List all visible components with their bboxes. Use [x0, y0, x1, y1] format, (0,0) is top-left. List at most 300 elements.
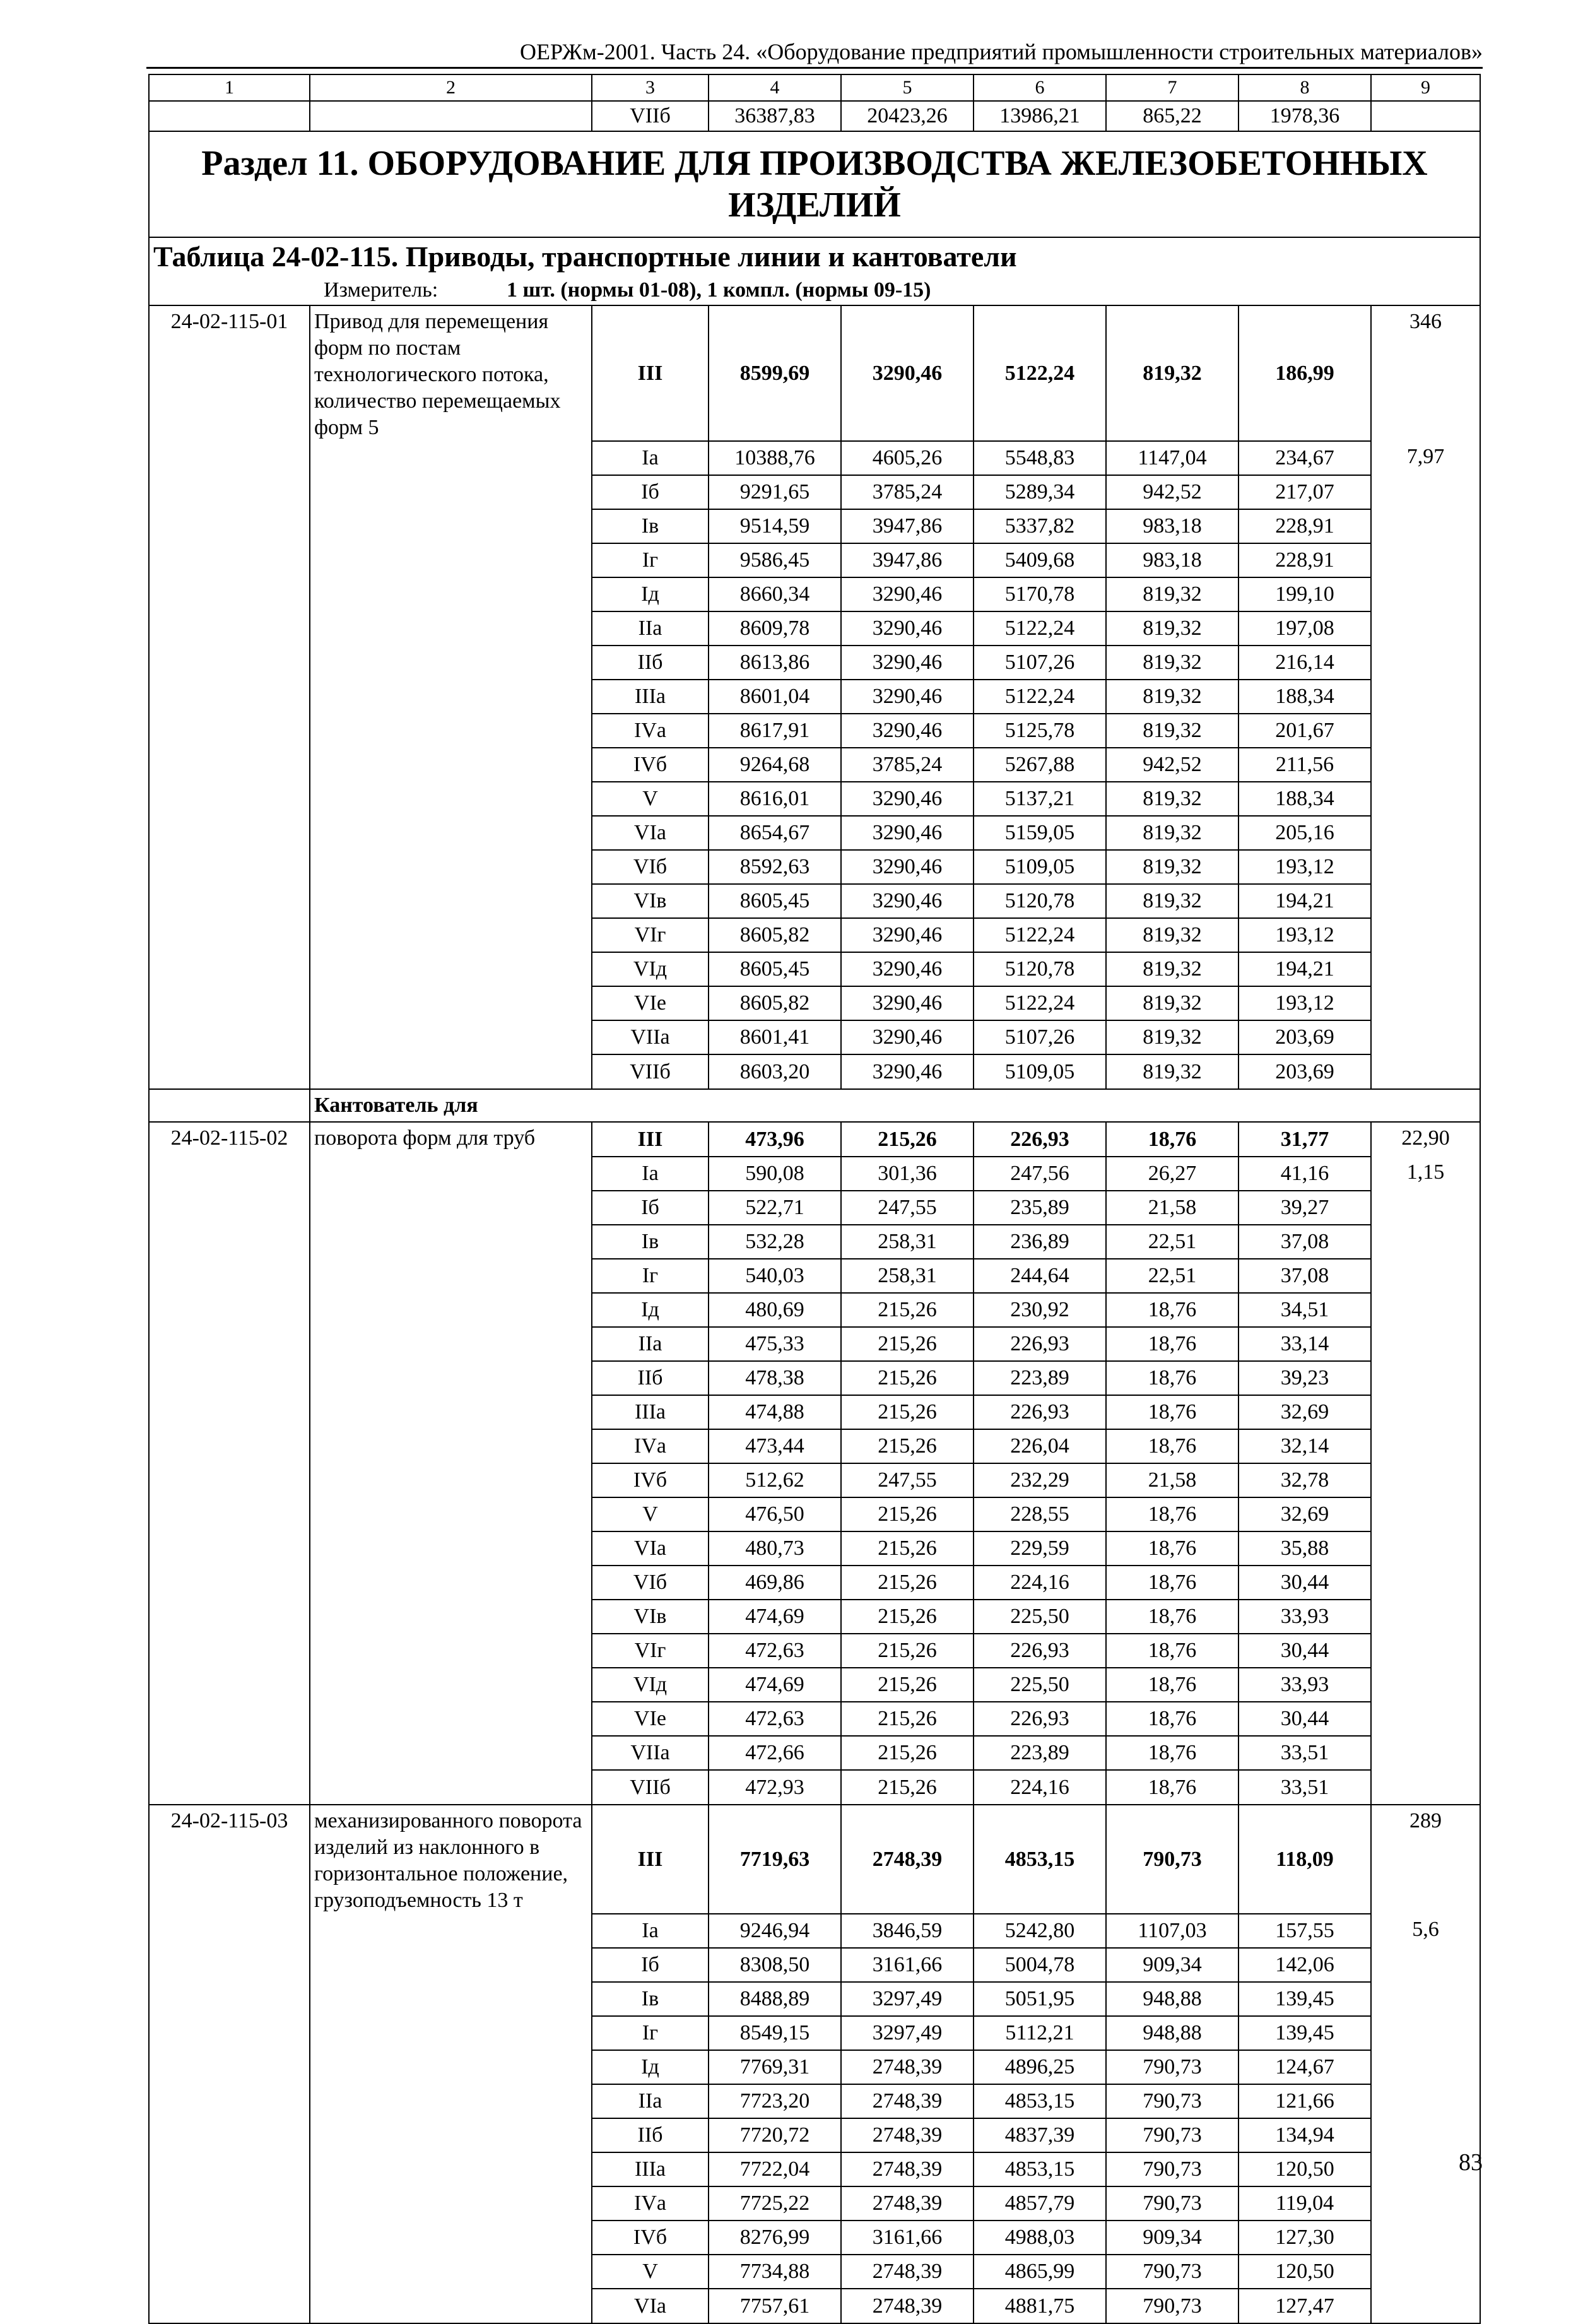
zone-cell: Iв: [592, 509, 709, 543]
table-row: [149, 1982, 1480, 2016]
empty-cell: [1371, 1020, 1480, 1054]
zone-cell: IIIа: [592, 680, 709, 714]
group-label-row: [149, 1089, 1480, 1122]
value-cell: 21,58: [1106, 1191, 1239, 1225]
value-cell: 790,73: [1106, 2118, 1239, 2152]
empty-cell: [1371, 714, 1480, 748]
zone-cell: Iд: [592, 2050, 709, 2084]
empty-cell: [1371, 611, 1480, 646]
empty-cell: [1371, 2118, 1480, 2152]
value-cell: 34,51: [1239, 1293, 1371, 1327]
norm-code: 24-02-115-03: [149, 1805, 310, 1914]
value-cell: 18,76: [1106, 1429, 1239, 1463]
empty-cell: [149, 2016, 310, 2050]
value-cell: 228,55: [974, 1497, 1106, 1531]
value-cell: 3290,46: [841, 611, 974, 646]
empty-cell: [149, 1531, 310, 1566]
column-number: 6: [974, 74, 1106, 101]
empty-cell: [310, 1600, 592, 1634]
empty-cell: [1371, 1054, 1480, 1089]
value-cell: 819,32: [1106, 986, 1239, 1020]
empty-cell: [1371, 1327, 1480, 1361]
empty-cell: [1371, 1463, 1480, 1497]
zone-cell: VIв: [592, 884, 709, 918]
zone-cell: IIа: [592, 611, 709, 646]
norm-description: поворота форм для труб: [310, 1122, 592, 1157]
zone-cell: VIд: [592, 952, 709, 986]
value-cell: 2748,39: [841, 2289, 974, 2323]
value-cell: 224,16: [974, 1770, 1106, 1805]
empty-cell: [310, 816, 592, 850]
value-cell: 226,93: [974, 1395, 1106, 1429]
empty-cell: [310, 1361, 592, 1395]
value-cell: 5242,80: [974, 1914, 1106, 1948]
table-row: [149, 1770, 1480, 1805]
zone-cell: III: [592, 1122, 709, 1157]
empty-cell: [149, 680, 310, 714]
zone-cell: Iв: [592, 1982, 709, 2016]
value-cell: 193,12: [1239, 986, 1371, 1020]
value-cell: 8601,41: [709, 1020, 841, 1054]
value-cell: 36387,83: [709, 101, 841, 131]
value-cell: 193,12: [1239, 850, 1371, 884]
measure-label: Измеритель:: [324, 278, 438, 302]
value-cell: 142,06: [1239, 1948, 1371, 1982]
value-cell: 39,23: [1239, 1361, 1371, 1395]
empty-cell: [310, 1054, 592, 1089]
table-row: [149, 2186, 1480, 2221]
empty-cell: [310, 2050, 592, 2084]
value-cell: 540,03: [709, 1259, 841, 1293]
value-cell: 7734,88: [709, 2255, 841, 2289]
empty-cell: [1371, 1668, 1480, 1702]
empty-cell: [310, 2118, 592, 2152]
value-cell: 18,76: [1106, 1395, 1239, 1429]
table-title: Таблица 24-02-115. Приводы, транспортные линии и кантователи: [149, 237, 1480, 276]
empty-cell: [149, 850, 310, 884]
value-cell: 819,32: [1106, 577, 1239, 611]
zone-cell: III: [592, 305, 709, 441]
page-header: ОЕРЖм-2001. Часть 24. «Оборудование предприятий промышленности строительных материалов»: [519, 39, 1483, 64]
value-cell: 5122,24: [974, 918, 1106, 952]
value-cell: 819,32: [1106, 918, 1239, 952]
value-cell: 215,26: [841, 1668, 974, 1702]
value-cell: 21,58: [1106, 1463, 1239, 1497]
empty-cell: [310, 986, 592, 1020]
value-cell: 229,59: [974, 1531, 1106, 1566]
value-cell: 31,77: [1239, 1122, 1371, 1157]
empty-cell: [149, 782, 310, 816]
table-row: [149, 577, 1480, 611]
value-cell: 790,73: [1106, 1805, 1239, 1914]
empty-cell: [149, 475, 310, 509]
value-cell: 9586,45: [709, 543, 841, 577]
value-cell: 33,51: [1239, 1736, 1371, 1770]
empty-cell: [149, 543, 310, 577]
value-cell: 3290,46: [841, 884, 974, 918]
value-cell: 8617,91: [709, 714, 841, 748]
value-cell: 215,26: [841, 1122, 974, 1157]
table-row: [149, 884, 1480, 918]
zone-cell: VIе: [592, 986, 709, 1020]
value-cell: 472,66: [709, 1736, 841, 1770]
empty-cell: [149, 1982, 310, 2016]
value-cell: 5120,78: [974, 952, 1106, 986]
table-row: [149, 441, 1480, 475]
value-cell: 215,26: [841, 1429, 974, 1463]
value-cell: 225,50: [974, 1668, 1106, 1702]
value-cell: 4865,99: [974, 2255, 1106, 2289]
value-cell: 8308,50: [709, 1948, 841, 1982]
zone-cell: Iг: [592, 1259, 709, 1293]
value-cell: 4605,26: [841, 441, 974, 475]
empty-cell: [310, 1429, 592, 1463]
value-cell: 819,32: [1106, 1020, 1239, 1054]
column-numbers-row: [149, 74, 1480, 101]
column-number: 3: [592, 74, 709, 101]
value-cell: 194,21: [1239, 952, 1371, 986]
value-cell: 8616,01: [709, 782, 841, 816]
empty-cell: [310, 1395, 592, 1429]
value-cell: 948,88: [1106, 1982, 1239, 2016]
empty-cell: [1371, 1566, 1480, 1600]
value-cell: 5107,26: [974, 1020, 1106, 1054]
empty-cell: [149, 918, 310, 952]
empty-cell: [310, 2186, 592, 2221]
zone-cell: IVб: [592, 2221, 709, 2255]
empty-cell: [1371, 1361, 1480, 1395]
table-row: [149, 611, 1480, 646]
value-cell: 215,26: [841, 1702, 974, 1736]
zone-cell: Iб: [592, 1191, 709, 1225]
value-cell: 472,93: [709, 1770, 841, 1805]
empty-cell: [310, 1463, 592, 1497]
zone-cell: VIIа: [592, 1020, 709, 1054]
table-row: [149, 1634, 1480, 1668]
empty-cell: [310, 475, 592, 509]
empty-cell: [1371, 2016, 1480, 2050]
value-cell: 226,93: [974, 1327, 1106, 1361]
empty-cell: [1371, 2255, 1480, 2289]
empty-cell: [149, 816, 310, 850]
table-row: [149, 1395, 1480, 1429]
measure-value: 1 шт. (нормы 01-08), 1 компл. (нормы 09-15): [507, 278, 931, 302]
value-cell: 139,45: [1239, 1982, 1371, 2016]
value-cell: 3785,24: [841, 475, 974, 509]
table-row: [149, 1293, 1480, 1327]
empty-cell: [310, 714, 592, 748]
table-row: [149, 1259, 1480, 1293]
zone-cell: V: [592, 782, 709, 816]
value-cell: 18,76: [1106, 1122, 1239, 1157]
empty-cell: [1371, 2289, 1480, 2323]
value-cell: 8549,15: [709, 2016, 841, 2050]
empty-cell: [1371, 1600, 1480, 1634]
empty-cell: [1371, 884, 1480, 918]
value-cell: 474,88: [709, 1395, 841, 1429]
empty-cell: [310, 952, 592, 986]
empty-cell: [149, 577, 310, 611]
value-cell: 244,64: [974, 1259, 1106, 1293]
empty-cell: [1371, 1948, 1480, 1982]
value-cell: 157,55: [1239, 1914, 1371, 1948]
value-cell: 3290,46: [841, 1020, 974, 1054]
value-cell: 5107,26: [974, 646, 1106, 680]
empty-cell: [310, 1191, 592, 1225]
zone-cell: III: [592, 1805, 709, 1914]
zone-cell: Iб: [592, 1948, 709, 1982]
value-cell: 790,73: [1106, 2255, 1239, 2289]
value-cell: 188,34: [1239, 782, 1371, 816]
empty-cell: [149, 748, 310, 782]
value-cell: 30,44: [1239, 1634, 1371, 1668]
value-cell: 217,07: [1239, 475, 1371, 509]
table-row: [149, 1600, 1480, 1634]
resource-cell: 1,15: [1371, 1157, 1480, 1191]
section-title-row: [149, 131, 1480, 237]
empty-cell: [310, 577, 592, 611]
value-cell: 33,93: [1239, 1668, 1371, 1702]
table-row: [149, 2084, 1480, 2118]
value-cell: 3290,46: [841, 714, 974, 748]
zone-cell: Iв: [592, 1225, 709, 1259]
empty-cell: [149, 884, 310, 918]
value-cell: 1107,03: [1106, 1914, 1239, 1948]
value-cell: 476,50: [709, 1497, 841, 1531]
value-cell: 3947,86: [841, 543, 974, 577]
empty-cell: [310, 1293, 592, 1327]
value-cell: 7723,20: [709, 2084, 841, 2118]
value-cell: 4853,15: [974, 2084, 1106, 2118]
zone-cell: Iа: [592, 1157, 709, 1191]
value-cell: 33,14: [1239, 1327, 1371, 1361]
value-cell: 3161,66: [841, 1948, 974, 1982]
value-cell: 5109,05: [974, 850, 1106, 884]
value-cell: 590,08: [709, 1157, 841, 1191]
empty-cell: [310, 2084, 592, 2118]
value-cell: 18,76: [1106, 1531, 1239, 1566]
empty-cell: [1371, 1736, 1480, 1770]
value-cell: 819,32: [1106, 680, 1239, 714]
table-row: [149, 952, 1480, 986]
column-number: 1: [149, 74, 310, 101]
value-cell: 790,73: [1106, 2084, 1239, 2118]
empty-cell: [1371, 101, 1480, 131]
value-cell: 3947,86: [841, 509, 974, 543]
value-cell: 3161,66: [841, 2221, 974, 2255]
value-cell: 5120,78: [974, 884, 1106, 918]
value-cell: 8605,82: [709, 986, 841, 1020]
value-cell: 3297,49: [841, 2016, 974, 2050]
value-cell: 8660,34: [709, 577, 841, 611]
empty-cell: [149, 1429, 310, 1463]
value-cell: 5122,24: [974, 986, 1106, 1020]
value-cell: 4853,15: [974, 2152, 1106, 2186]
value-cell: 18,76: [1106, 1634, 1239, 1668]
value-cell: 41,16: [1239, 1157, 1371, 1191]
value-cell: 33,93: [1239, 1600, 1371, 1634]
value-cell: 7720,72: [709, 2118, 841, 2152]
table-row: [149, 475, 1480, 509]
empty-cell: [149, 986, 310, 1020]
value-cell: 8605,82: [709, 918, 841, 952]
value-cell: 26,27: [1106, 1157, 1239, 1191]
value-cell: 473,44: [709, 1429, 841, 1463]
empty-cell: [1371, 1770, 1480, 1805]
empty-cell: [310, 1225, 592, 1259]
empty-cell: [310, 1668, 592, 1702]
empty-cell: [310, 1259, 592, 1293]
table-row: [149, 1122, 1480, 1157]
value-cell: 5122,24: [974, 611, 1106, 646]
value-cell: 5159,05: [974, 816, 1106, 850]
zone-cell: V: [592, 2255, 709, 2289]
value-cell: 18,76: [1106, 1293, 1239, 1327]
empty-cell: [310, 2221, 592, 2255]
table-row: [149, 1736, 1480, 1770]
value-cell: 909,34: [1106, 1948, 1239, 1982]
value-cell: 201,67: [1239, 714, 1371, 748]
zone-cell: Iа: [592, 441, 709, 475]
value-cell: 983,18: [1106, 543, 1239, 577]
value-cell: 18,76: [1106, 1327, 1239, 1361]
empty-cell: [1371, 1293, 1480, 1327]
table-row: [149, 816, 1480, 850]
value-cell: 18,76: [1106, 1770, 1239, 1805]
value-cell: 2748,39: [841, 2050, 974, 2084]
empty-cell: [1371, 1634, 1480, 1668]
value-cell: 9291,65: [709, 475, 841, 509]
value-cell: 228,91: [1239, 509, 1371, 543]
value-cell: 790,73: [1106, 2186, 1239, 2221]
value-cell: 8605,45: [709, 884, 841, 918]
page-number: 83: [1459, 2149, 1483, 2176]
empty-cell: [1371, 1497, 1480, 1531]
value-cell: 7725,22: [709, 2186, 841, 2221]
value-cell: 226,93: [974, 1702, 1106, 1736]
table-row: [149, 850, 1480, 884]
empty-cell: [1371, 782, 1480, 816]
empty-cell: [310, 1914, 592, 1948]
zone-cell: VIа: [592, 816, 709, 850]
table-row: [149, 305, 1480, 441]
value-cell: 7719,63: [709, 1805, 841, 1914]
table-row: [149, 646, 1480, 680]
empty-cell: [1371, 1191, 1480, 1225]
value-cell: 224,16: [974, 1566, 1106, 1600]
empty-cell: [310, 1770, 592, 1805]
empty-cell: [149, 2221, 310, 2255]
empty-cell: [310, 1948, 592, 1982]
value-cell: 909,34: [1106, 2221, 1239, 2255]
zone-cell: VIб: [592, 850, 709, 884]
value-cell: 186,99: [1239, 305, 1371, 441]
empty-cell: [310, 1497, 592, 1531]
value-cell: 3290,46: [841, 918, 974, 952]
value-cell: 18,76: [1106, 1566, 1239, 1600]
table-row: [149, 2016, 1480, 2050]
column-number: 5: [841, 74, 974, 101]
value-cell: 37,08: [1239, 1259, 1371, 1293]
value-cell: 247,55: [841, 1463, 974, 1497]
value-cell: 2748,39: [841, 1805, 974, 1914]
value-cell: 3290,46: [841, 952, 974, 986]
zone-cell: VIIб: [592, 101, 709, 131]
empty-cell: [1371, 1225, 1480, 1259]
norms-table: [148, 74, 1481, 2324]
empty-cell: [310, 543, 592, 577]
empty-cell: [1371, 2186, 1480, 2221]
empty-cell: [1371, 577, 1480, 611]
value-cell: 819,32: [1106, 850, 1239, 884]
value-cell: 5289,34: [974, 475, 1106, 509]
value-cell: 7769,31: [709, 2050, 841, 2084]
zone-cell: Iг: [592, 2016, 709, 2050]
zone-cell: V: [592, 1497, 709, 1531]
empty-cell: [310, 611, 592, 646]
value-cell: 5409,68: [974, 543, 1106, 577]
empty-cell: [1371, 1702, 1480, 1736]
empty-cell: [149, 952, 310, 986]
table-row: [149, 782, 1480, 816]
zone-cell: IIIа: [592, 2152, 709, 2186]
empty-cell: [149, 611, 310, 646]
empty-cell: [149, 2186, 310, 2221]
value-cell: 215,26: [841, 1600, 974, 1634]
table-row: [149, 1566, 1480, 1600]
value-cell: 215,26: [841, 1770, 974, 1805]
norm-code: 24-02-115-01: [149, 305, 310, 441]
value-cell: 8599,69: [709, 305, 841, 441]
value-cell: 3290,46: [841, 782, 974, 816]
value-cell: 8609,78: [709, 611, 841, 646]
value-cell: 2748,39: [841, 2152, 974, 2186]
value-cell: 199,10: [1239, 577, 1371, 611]
value-cell: 247,56: [974, 1157, 1106, 1191]
value-cell: 18,76: [1106, 1361, 1239, 1395]
table-row: [149, 1948, 1480, 1982]
zone-cell: Iд: [592, 577, 709, 611]
value-cell: 865,22: [1106, 101, 1239, 131]
value-cell: 235,89: [974, 1191, 1106, 1225]
value-cell: 819,32: [1106, 782, 1239, 816]
value-cell: 120,50: [1239, 2255, 1371, 2289]
zone-cell: VIд: [592, 1668, 709, 1702]
value-cell: 247,55: [841, 1191, 974, 1225]
zone-cell: IVа: [592, 2186, 709, 2221]
value-cell: 193,12: [1239, 918, 1371, 952]
zone-cell: Iг: [592, 543, 709, 577]
value-cell: 3290,46: [841, 577, 974, 611]
value-cell: 8654,67: [709, 816, 841, 850]
empty-cell: [149, 2118, 310, 2152]
value-cell: 819,32: [1106, 816, 1239, 850]
value-cell: 3290,46: [841, 680, 974, 714]
empty-cell: [149, 1736, 310, 1770]
value-cell: 4896,25: [974, 2050, 1106, 2084]
value-cell: 2748,39: [841, 2186, 974, 2221]
value-cell: 8592,63: [709, 850, 841, 884]
empty-cell: [310, 680, 592, 714]
empty-cell: [1371, 475, 1480, 509]
value-cell: 5267,88: [974, 748, 1106, 782]
empty-cell: [1371, 2050, 1480, 2084]
column-number: 4: [709, 74, 841, 101]
zone-cell: IVб: [592, 1463, 709, 1497]
value-cell: 232,29: [974, 1463, 1106, 1497]
empty-cell: [149, 2255, 310, 2289]
zone-cell: IVб: [592, 748, 709, 782]
